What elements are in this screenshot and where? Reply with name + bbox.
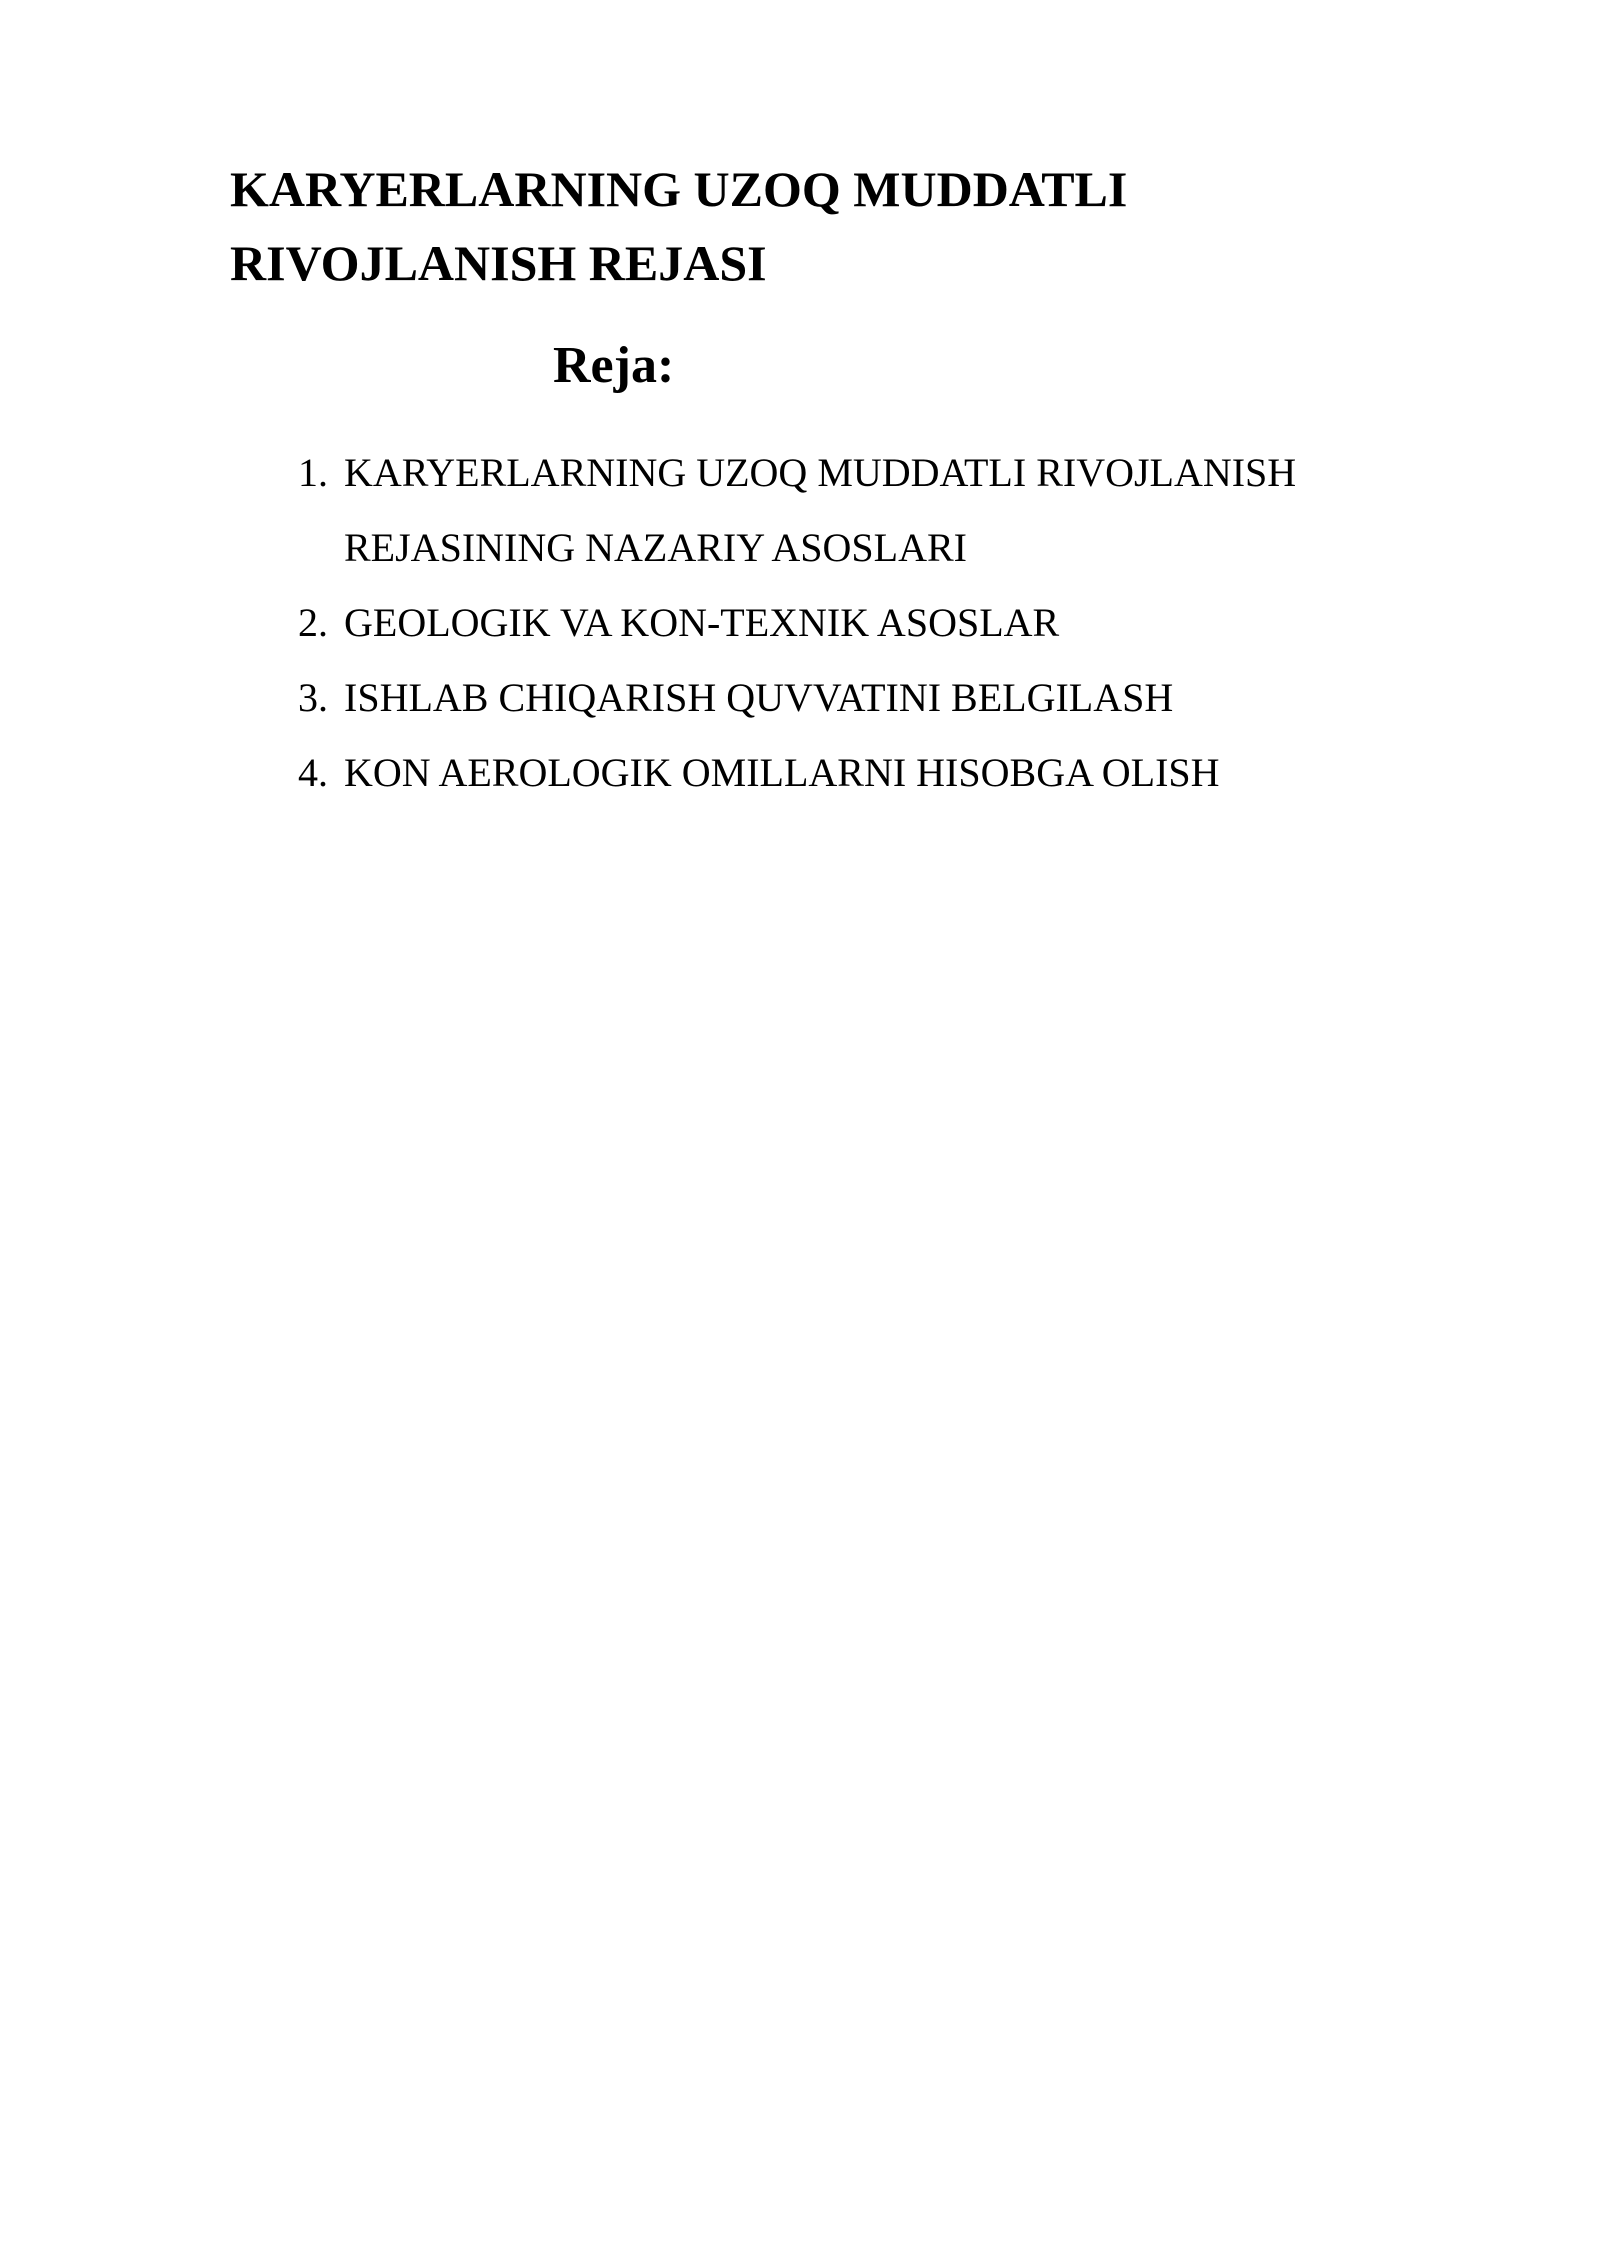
document-title-line: RIVOJLANISH REJASI (230, 235, 767, 291)
plan-item-number: 1. (298, 450, 328, 495)
plan-item (270, 585, 1470, 660)
plan-item-line: REJASINING NAZARIY ASOSLARI (344, 525, 967, 570)
plan-item-line: ISHLAB CHIQARISH QUVVATINI BELGILASH (344, 675, 1174, 720)
plan-item-text (344, 660, 1470, 735)
plan-item-text (344, 435, 1470, 585)
plan-item-text (344, 735, 1470, 810)
plan-item-number: 3. (298, 675, 328, 720)
plan-item-number: 2. (298, 600, 328, 645)
plan-item (270, 435, 1470, 585)
plan-list (270, 435, 1470, 810)
plan-item-line: KON AEROLOGIK OMILLARNI HISOBGA OLISH (344, 750, 1220, 795)
plan-item-text (344, 585, 1470, 660)
plan-heading: Reja: (553, 337, 675, 394)
plan-item-number: 4. (298, 750, 328, 795)
plan-item (270, 660, 1470, 735)
plan-item-line: KARYERLARNING UZOQ MUDDATLI RIVOJLANISH (344, 450, 1297, 495)
plan-item (270, 735, 1470, 810)
document-title-line: KARYERLARNING UZOQ MUDDATLI (230, 161, 1128, 217)
document-title (230, 152, 1430, 300)
plan-item-line: GEOLOGIK VA KON-TEXNIK ASOSLAR (344, 600, 1060, 645)
